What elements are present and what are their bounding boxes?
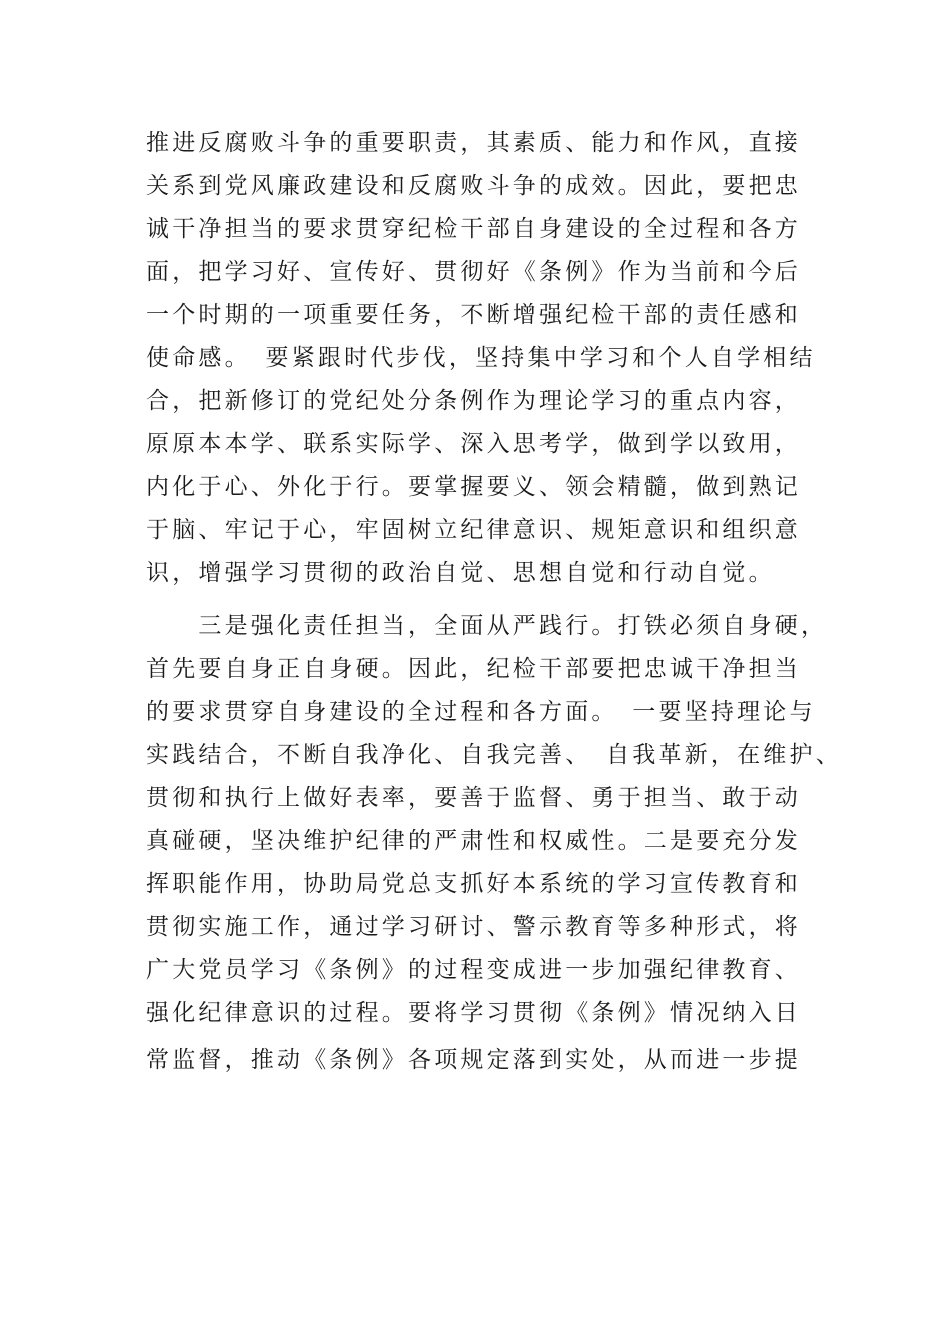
- text-line: 面，把学习好、宣传好、贯彻好《条例》作为当前和今后: [146, 259, 801, 285]
- text-line: 广大党员学习《条例》的过程变成进一步加强纪律教育、: [146, 957, 801, 983]
- text-line: 贯彻和执行上做好表率，要善于监督、勇于担当、敢于动: [146, 785, 801, 811]
- text-line: 首先要自身正自身硬。因此，纪检干部要把忠诚干净担当: [146, 656, 801, 682]
- text-line: 常监督，推动《条例》各项规定落到实处，从而进一步提: [146, 1047, 801, 1073]
- text-line: 诚干净担当的要求贯穿纪检干部自身建设的全过程和各方: [146, 216, 801, 242]
- text-line: 一个时期的一项重要任务，不断增强纪检干部的责任感和: [146, 302, 801, 328]
- text-line: 内化于心、外化于行。要掌握要义、领会精髓，做到熟记: [146, 474, 801, 500]
- text-line: 原原本本学、联系实际学、深入思考学，做到学以致用，: [146, 431, 801, 457]
- text-line: 使命感。 要紧跟时代步伐，坚持集中学习和个人自学相结: [146, 345, 816, 371]
- text-line: 推进反腐败斗争的重要职责，其素质、能力和作风，直接: [146, 130, 801, 156]
- text-line: 的要求贯穿自身建设的全过程和各方面。 一要坚持理论与: [146, 699, 816, 725]
- text-line: 于脑、牢记于心，牢固树立纪律意识、规矩意识和组织意: [146, 517, 801, 543]
- text-line: 真碰硬，坚决维护纪律的严肃性和权威性。二是要充分发: [146, 828, 801, 854]
- text-line: 挥职能作用，协助局党总支抓好本系统的学习宣传教育和: [146, 871, 801, 897]
- text-line: 三是强化责任担当，全面从严践行。打铁必须自身硬，: [146, 613, 828, 639]
- text-line: 实践结合，不断自我净化、自我完善、 自我革新，在维护、: [146, 742, 842, 768]
- text-line: 强化纪律意识的过程。要将学习贯彻《条例》情况纳入日: [146, 1000, 801, 1026]
- text-line: 合，把新修订的党纪处分条例作为理论学习的重点内容，: [146, 388, 801, 414]
- text-line: 贯彻实施工作，通过学习研讨、警示教育等多种形式，将: [146, 914, 801, 940]
- text-line: 关系到党风廉政建设和反腐败斗争的成效。因此，要把忠: [146, 173, 801, 199]
- text-line: 识，增强学习贯彻的政治自觉、思想自觉和行动自觉。: [146, 560, 775, 586]
